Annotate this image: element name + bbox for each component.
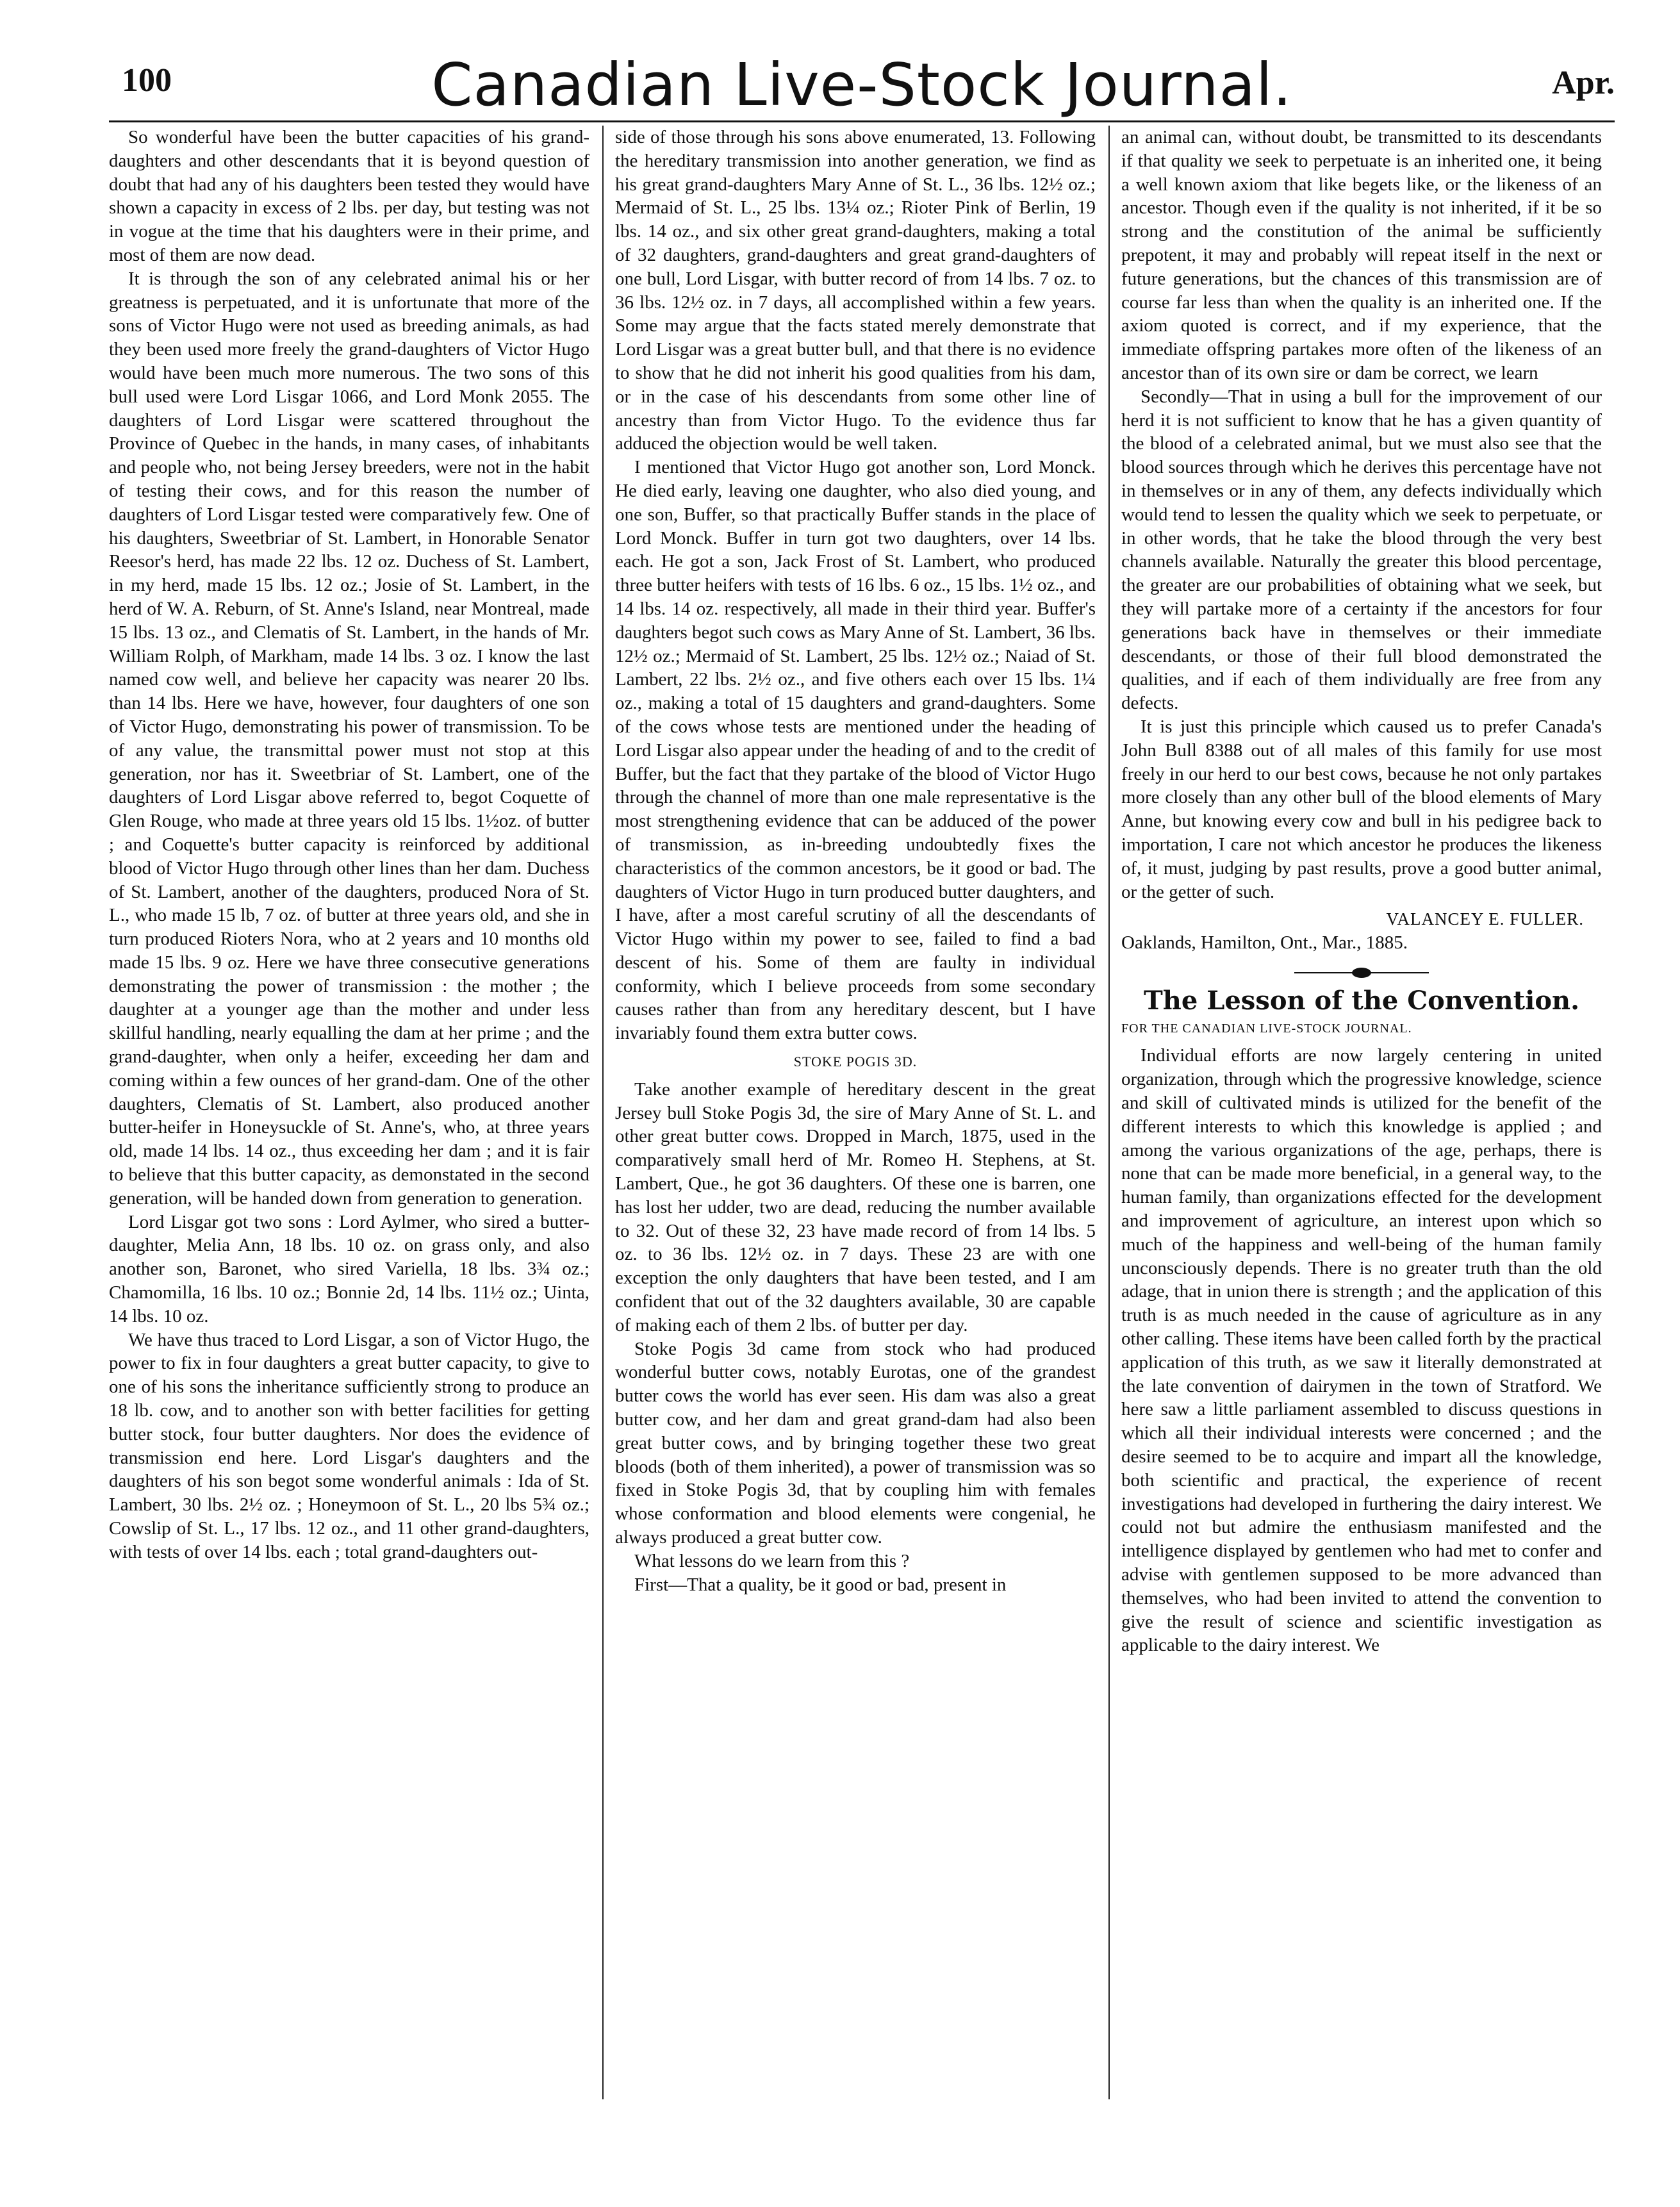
byline: FOR THE CANADIAN LIVE-STOCK JOURNAL. (1121, 1021, 1412, 1036)
paragraph: First—That a quality, be it good or bad, present in (634, 1574, 1007, 1595)
paragraph: What lessons do we learn from this ? (634, 1550, 910, 1571)
column-rule (602, 126, 604, 2099)
journal-title: Canadian Live-Stock Journal. (431, 51, 1292, 119)
page-body (109, 126, 1615, 2099)
column-2 (615, 126, 1096, 2099)
paragraph: So wonderful have been the butter capacities of his grand-daughters and other descendants that it is beyond question of doubt that had any of his daughters been tested they would have shown a capacity in excess of 2 lbs. per day, but testing was not in vogue at the time that his daughters were in their prime, and most of them are now dead. (109, 127, 589, 265)
paragraph: Take another example of hereditary descent in the great Jersey bull Stoke Pogis 3d, the sire of Mary Anne of St. L. and other great butter cows. Dropped in March, 1875, used in the comparatively small herd of Mr. Romeo H. Stephens, at St. Lambert, Que., he got 36 daughters. Of these one is barren, one has lost her udder, two are dead, reducing the number available to 32. Out of these 32, 23 have made record of from 14 lbs. 5 oz. to 36 lbs. 12½ oz. in 7 days. These 23 are with one exception the only daughters that have been tested, and I am confident that out of the 32 daughters available, 30 are capable of making each of them 2 lbs. of butter per day. (615, 1079, 1096, 1335)
paragraph: Individual efforts are now largely centering in united organization, through which the progressive knowledge, science and skill of cultivated minds is utilized for the benefit of the different interests to which this knowledge is applied ; and among the various organizations of the age, perhaps, there is none that can be made more beneficial, in a general way, to the human family, than organizations effected for the development and improvement of agriculture, an interest upon which so much of the happiness and well-being of the human family unconsciously depends. There is no greater truth than the old adage, that in union there is strength ; and the application of this truth is as much needed in the cause of agriculture as in any other calling. These items have been called forth by the practical application of this truth, as we saw it literally demonstrated at the late convention of dairymen in the town of Stratford. We here saw a little parliament assembled to discuss questions in which all their individual interests were concerned ; and the desire seemed to be to acquire and impart all the knowledge, both scientific and practical, the experience of recent investigations had developed in furthering the dairy interest. We could not but admire the enthusiasm manifested and the intelligence displayed by gentlemen who had met to confer and advise with gentlemen supposed to be more advanced than themselves, who had been invited to attend the convention to give the result of science and scientific investigation as applicable to the dairy interest. We (1121, 1045, 1602, 1656)
column-1 (109, 126, 589, 2099)
article-title: The Lesson of the Convention. (1144, 985, 1579, 1016)
author-signature: VALANCEY E. FULLER. (1386, 909, 1584, 929)
paragraph: Secondly—That in using a bull for the improvement of our herd it is not sufficient to know that he has a given quantity of the blood of a celebrated animal, but we must also see that the blood sources through which he derives this percentage have not in themselves or in any of them, any defects individually which would tend to lessen the quality which we seek to perpetuate, or in other words, that he take the blood through the very best channels available. Naturally the greater this blood percentage, the greater are our probabilities of obtaining what we seek, but they will partake more of a certainty if the ancestors for four generations back have in themselves or their immediate descendants, or those of their full blood demonstrated the qualities, and if each of them individually are free from any defects. (1121, 386, 1602, 714)
paragraph: side of those through his sons above enumerated, 13. Following the hereditary transmission into another generation, we find as his great grand-daughters Mary Anne of St. L., 36 lbs. 12½ oz.; Mermaid of St. L., 25 lbs. 13¼ oz.; Rioter Pink of Berlin, 19 lbs. 14 oz., and six other great grand-daughters, making a total of 32 daughters, grand-daughters and great grand-daughters of one bull, Lord Lisgar, with butter record of from 14 lbs. 7 oz. to 36 lbs. 12½ oz. in 7 days, all accomplished within a few years. Some may argue that the facts stated merely demonstrate that Lord Lisgar was a great butter bull, and that there is no evidence to show that he did not inherit his good qualities from his dam, or in the case of his descendants from some other line of ancestry than from Victor Hugo. To the evidence thus far adduced the objection would be well taken. (615, 127, 1096, 454)
column-3 (1121, 126, 1602, 2099)
paragraph: Lord Lisgar got two sons : Lord Aylmer, who sired a butter-daughter, Melia Ann, 18 lbs. 10 oz. on grass only, and also another son, Baronet, who sired Variella, 18 lbs. 3¾ oz.; Chamomilla, 16 lbs. 10 oz.; Bonnie 2d, 14 lbs. 11½ oz.; Uinta, 14 lbs. 10 oz. (109, 1211, 589, 1327)
paragraph: an animal can, without doubt, be transmitted to its descendants if that quality we seek to perpetuate is an inherited one, it being a well known axiom that like begets like, or the likeness of an ancestor. Though even if the quality is not inherited, if it be so strong and the constitution of the animal be sufficiently prepotent, it may and probably will repeat itself in the next or future generations, but the chances of this transmission are of course far less than when the quality is an inherited one. If the axiom quoted is correct, and if my experience, that the immediate offspring partakes more often of the likeness of an ancestor than of its own sire or dam be correct, we learn (1121, 127, 1602, 383)
section-heading: STOKE POGIS 3D. (793, 1054, 918, 1070)
issue-month: Apr. (1552, 65, 1615, 101)
paragraph: It is through the son of any celebrated animal his or her greatness is perpetuated, and it is unfortunate that more of the sons of Victor Hugo were not used as breeding animals, as had they been used more freely the grand-daughters of Victor Hugo would have been much more numerous. The two sons of this bull used were Lord Lisgar 1066, and Lord Monk 2055. The daughters of Lord Lisgar were scattered throughout the Province of Quebec in the hands, in many cases, of inhabitants and people who, not being Jersey breeders, were not in the habit of testing their cows, and for this reason the number of daughters of Lord Lisgar tested were comparatively few. One of his daughters, Sweetbriar of St. Lambert, in Honorable Senator Reesor's herd, has made 22 lbs. 12 oz. Duchess of St. Lambert, in my herd, made 15 lbs. 12 oz.; Josie of St. Lambert, in the herd of W. A. Reburn, of St. Anne's Island, near Montreal, made 15 lbs. 13 oz., and Clematis of St. Lambert, in the hands of Mr. William Rolph, of Markham, made 14 lbs. 3 oz. I know the last named cow well, and believe her capacity was nearer 20 lbs. than 14 lbs. Here we have, however, four daughters of one son of Victor Hugo, demonstrating his power of transmission. To be of any value, the transmittal power must not stop at this generation, nor has it. Sweetbriar of St. Lambert, one of the daughters of Lord Lisgar above referred to, begot Coquette of Glen Rouge, who made at three years old 15 lbs. 1½oz. of butter ; and Coquette's butter capacity is reinforced by additional blood of Victor Hugo through other lines than her dam. Duchess of St. Lambert, another of the daughters, produced Nora of St. L., who made 15 lb, 7 oz. of butter at three years old, and she in turn produced Rioters Nora, who at 2 years and 10 months old made 15 lbs. 9 oz. Here we have three consecutive generations demonstrating the power of transmission : the mother ; the daughter at a younger age than the mother and under less skillful handling, nearly equalling the dam at her prime ; and the grand-daughter, when only a heifer, exceeding her dam and coming within a few ounces of her grand-dam. One of the other daughters, Clematis of St. Lambert, also produced another butter-heifer in Honeysuckle of St. Anne's, who, at three years old, made 14 lbs. 14 oz., thus exceeding her dam ; and it is fair to believe that this butter capacity, as demonstated in the second generation, will be handed down from generation to generation. (109, 268, 589, 1209)
paragraph: It is just this principle which caused us to prefer Canada's John Bull 8388 out of all males of this family for use most freely in our herd to our best cows, because he not only partakes more closely than any other bull of the blood elements of Mary Anne, but knowing every cow and bull in his pedigree back to importation, I care not which ancestor he produces the likeness of, it must, judging by past results, prove a good butter animal, or the getter of such. (1121, 716, 1602, 902)
dateline: Oaklands, Hamilton, Ont., Mar., 1885. (1121, 932, 1408, 954)
paragraph: We have thus traced to Lord Lisgar, a son of Victor Hugo, the power to fix in four daughters a great butter capacity, to give to one of his sons the inheritance sufficiently strong to produce an 18 lb. cow, and to another son with better facilities for getting butter stock, four butter daughters. Nor does the evidence of transmission end here. Lord Lisgar's daughters and the daughters of his son begot some wonderful animals : Ida of St. Lambert, 30 lbs. 2½ oz. ; Honeymoon of St. L., 20 lbs 5¾ oz.; Cowslip of St. L., 17 lbs. 12 oz., and 11 other grand-daughters, with tests of over 14 lbs. each ; total grand-daughters out- (109, 1329, 589, 1562)
paragraph: I mentioned that Victor Hugo got another son, Lord Monck. He died early, leaving one daughter, who also died young, and one son, Buffer, so that practically Buffer stands in the place of Lord Monck. Buffer in turn got two daughters, over 14 lbs. each. He got a son, Jack Frost of St. Lambert, who produced three butter heifers with tests of 16 lbs. 6 oz., 15 lbs. 1½ oz., and 14 lbs. 14 oz. respectively, all made in their third year. Buffer's daughters begot such cows as Mary Anne of St. Lambert, 36 lbs. 12½ oz.; Mermaid of St. Lambert, 25 lbs. 12½ oz.; Naiad of St. Lambert, 22 lbs. 2½ oz., and five others each over 15 lbs. 1¼ oz., making a total of 15 daughters and grand-daughters. Some of the cows whose tests are mentioned under the heading of Lord Lisgar also appear under the heading of and to the credit of Buffer, but the fact that they partake of the blood of Victor Hugo through the channel of more than one male representative is the most strengthening evidence that can be adduced of the power of transmission, as in-breeding undoubtedly fixes the characteristics of the common ancestors, be it good or bad. The daughters of Victor Hugo in turn produced butter daughters, and I have, after a most careful scrutiny of all the descendants of Victor Hugo within my power to see, failed to find a bad descent of his. Some of them are faulty in individual conformity, which I believe proceeds from some secondary causes rather than from any hereditary descent, but I have invariably found them extra butter cows. (615, 457, 1096, 1044)
column-rule (1108, 126, 1110, 2099)
page-number: 100 (122, 62, 172, 99)
divider-ornament (1294, 968, 1429, 978)
paragraph: Stoke Pogis 3d came from stock who had produced wonderful butter cows, notably Eurotas, one of the grandest butter cows the world has ever seen. His dam was also a great butter cow, and her dam and great grand-dam had also been great butter cows, and by bringing together these two great bloods (both of them inherited), a power of transmission was so fixed in Stoke Pogis 3d, that by coupling him with females whose conformation and blood elements were congenial, he always produced a great butter cow. (615, 1338, 1096, 1548)
masthead (109, 50, 1615, 122)
